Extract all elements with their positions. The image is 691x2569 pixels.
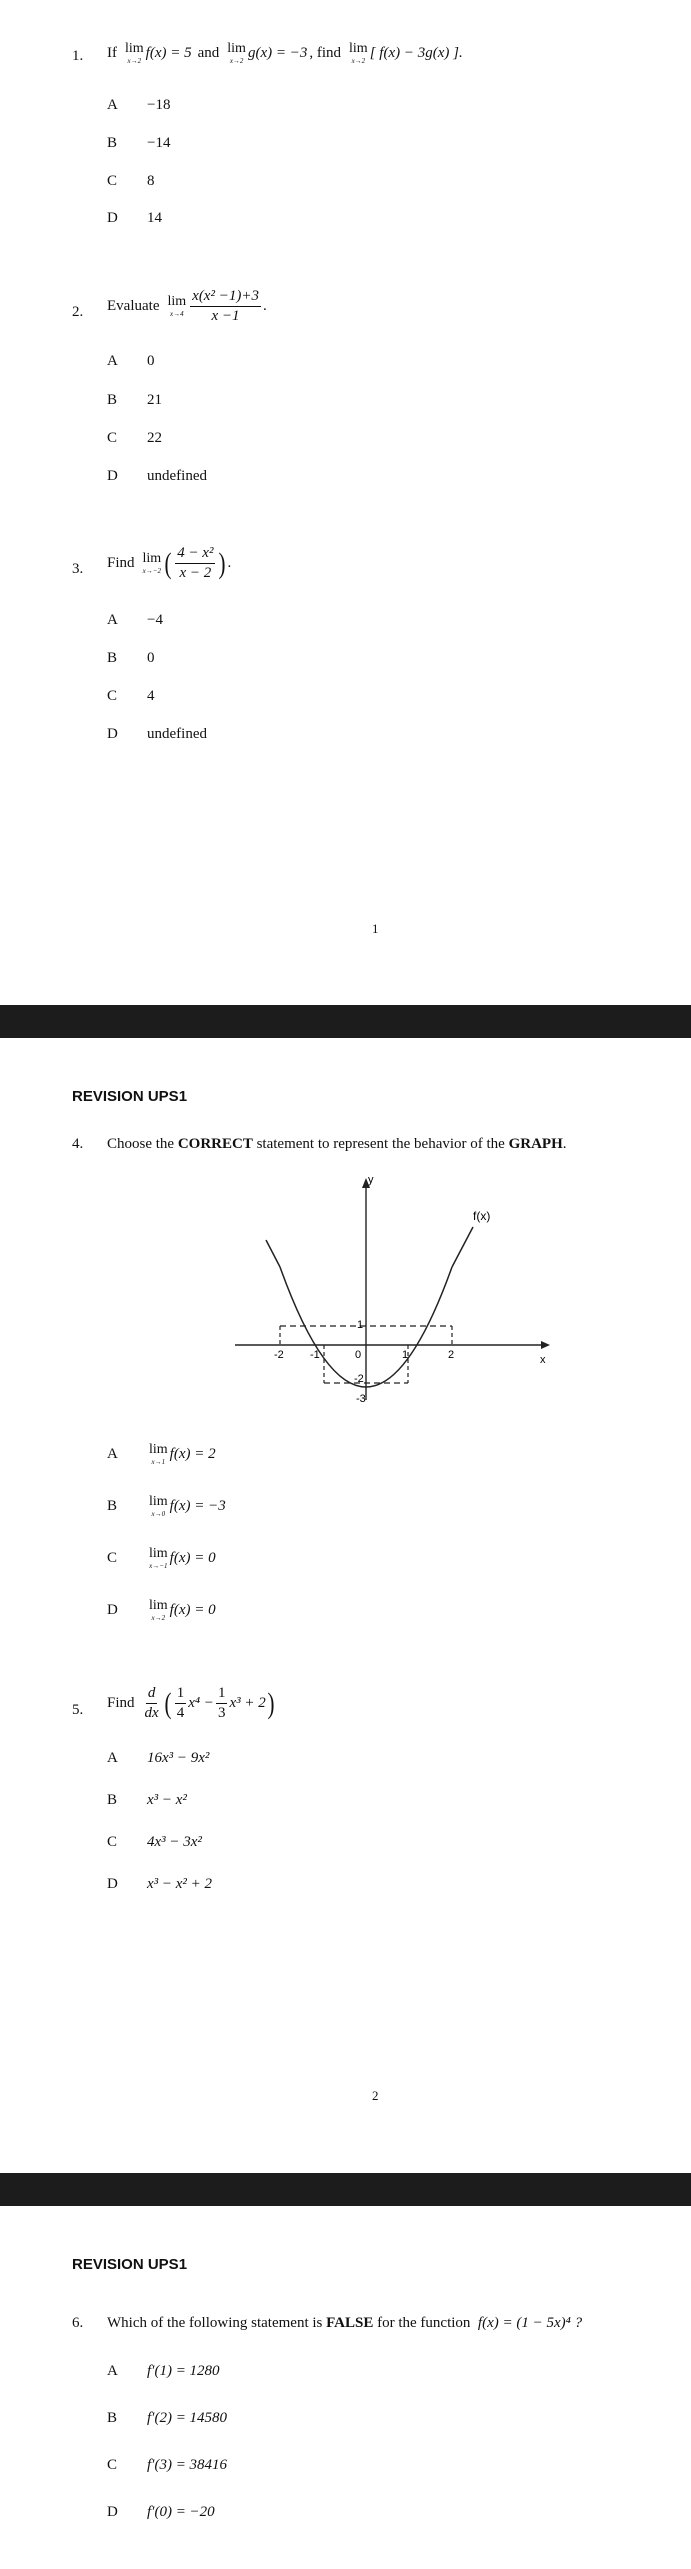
y-axis-label: y [368,1174,374,1186]
q5-option-b[interactable]: B x³ − x² [107,1792,187,1808]
q6-option-c[interactable]: C f′(3) = 38416 [107,2457,228,2473]
tick-y-neg2: -2 [354,1373,364,1385]
q4-option-a[interactable]: A lim x→1 f(x) = 2 [107,1442,216,1466]
q6-option-a[interactable]: A f′(1) = 1280 [107,2363,220,2379]
q1-if: If [107,45,117,61]
question-6-number: 6. [72,2315,84,2331]
q3-limit: lim x→−2 [142,551,162,576]
q2-option-d[interactable]: D undefined [107,468,207,484]
q5-frac-1: $\frac{1}{4}$ [176,1685,185,1722]
q1-option-c[interactable]: C 8 [107,173,155,189]
q2-fraction: $\frac{\text{x(x² −1)+3}}{x -1}$ [192,288,259,325]
question-2-text: Evaluate lim x→4 $\frac{\text{x(x² −1)+3}}{x -1}$ . [107,288,267,325]
q5-option-d[interactable]: D x³ − x² + 2 [107,1876,213,1892]
q3-option-a[interactable]: A −4 [107,612,163,628]
q3-option-d[interactable]: D undefined [107,726,207,742]
tick-y-neg3: -3 [356,1393,366,1405]
q5-derivative-operator: $\frac{d}{dx}$ [144,1685,159,1722]
q6-option-d[interactable]: D f′(0) = −20 [107,2504,215,2520]
q1-limit-3: lim x→2 [349,41,368,65]
q2-option-a[interactable]: A 0 [107,353,155,369]
q1-option-d[interactable]: D 14 [107,210,162,226]
q3-fraction: $\frac{\text{4 − x²}}{x - 2}$ [177,545,214,582]
q2-option-b[interactable]: B 21 [107,392,162,408]
q5-frac-2: $\frac{1}{3}$ [217,1685,226,1722]
q1-f-expr: f(x) = 5 [145,45,192,61]
page-separator-2 [0,2173,691,2206]
page-number-2: 2 [372,2088,379,2103]
q2-limit: lim x→4 [167,294,187,319]
question-4-text: Choose the CORRECT statement to represent the behavior of the GRAPH . [107,1136,567,1152]
q4-option-c[interactable]: C lim x→−1 f(x) = 0 [107,1546,216,1570]
q5-option-a[interactable]: A 16x³ − 9x² [107,1750,210,1766]
q1-option-b[interactable]: B −14 [107,135,171,151]
q1-limit-2: lim x→2 [227,41,246,65]
question-1-number: 1. [72,48,84,64]
curve-left-extension [266,1240,280,1267]
page-header-2: REVISION UPS1 [72,2256,188,2273]
question-2-number: 2. [72,304,84,320]
question-1-text [107,42,463,65]
question-6-text: Which of the following statement is FALSE for the function f(x) = (1 − 5x)⁴ ? [107,2315,583,2331]
q1-option-a[interactable]: A −18 [107,97,171,113]
q2-option-c[interactable]: C 22 [107,430,162,446]
q3-option-b[interactable]: B 0 [107,650,155,666]
x-axis-arrow [541,1341,550,1349]
curve-label: f(x) [473,1209,491,1223]
q1-limit-1: lim x→2 [125,41,144,65]
page-separator [0,1005,691,1038]
q5-option-c[interactable]: C 4x³ − 3x² [107,1834,202,1850]
question-5-text: Find $\frac{d}{dx}$ ( $\frac{1}{4}$ x⁴ − $\frac{1}{3}$ x³ + 2 ) [107,1685,275,1722]
tick-x-neg1: -1 [310,1349,320,1361]
page-2 [0,1038,691,2173]
page-3 [0,2206,691,2569]
tick-x-1: 1 [402,1349,409,1361]
tick-y-1: 1 [357,1319,364,1331]
question-3-text: Find lim x→−2 ( $\frac{\text{4 − x²}}{x - 2}$ ) . [107,545,232,582]
question-3-number: 3. [72,561,84,577]
q4-option-b[interactable]: B lim x→0 f(x) = −3 [107,1494,226,1518]
q3-option-c[interactable]: C 4 [107,688,155,704]
page-1 [0,0,691,1005]
page-number-1: 1 [372,921,379,936]
page-header: REVISION UPS1 [72,1088,188,1105]
tick-x-0: 0 [355,1349,362,1361]
tick-x-neg2: -2 [274,1349,284,1361]
tick-x-2: 2 [448,1349,455,1361]
q1-find: , find [309,45,342,61]
q1-target: [ f(x) − 3g(x) ]. [369,45,463,61]
x-axis-label: x [540,1354,546,1366]
q4-option-d[interactable]: D lim x→2 f(x) = 0 [107,1598,216,1622]
question-4-number: 4. [72,1136,84,1152]
question-5-number: 5. [72,1702,84,1718]
q1-and: and [197,45,220,61]
curve-right-extension [452,1227,473,1267]
q1-g-expr: g(x) = −3 [247,45,308,61]
function-graph [230,1170,560,1410]
q6-option-b[interactable]: B f′(2) = 14580 [107,2410,228,2426]
